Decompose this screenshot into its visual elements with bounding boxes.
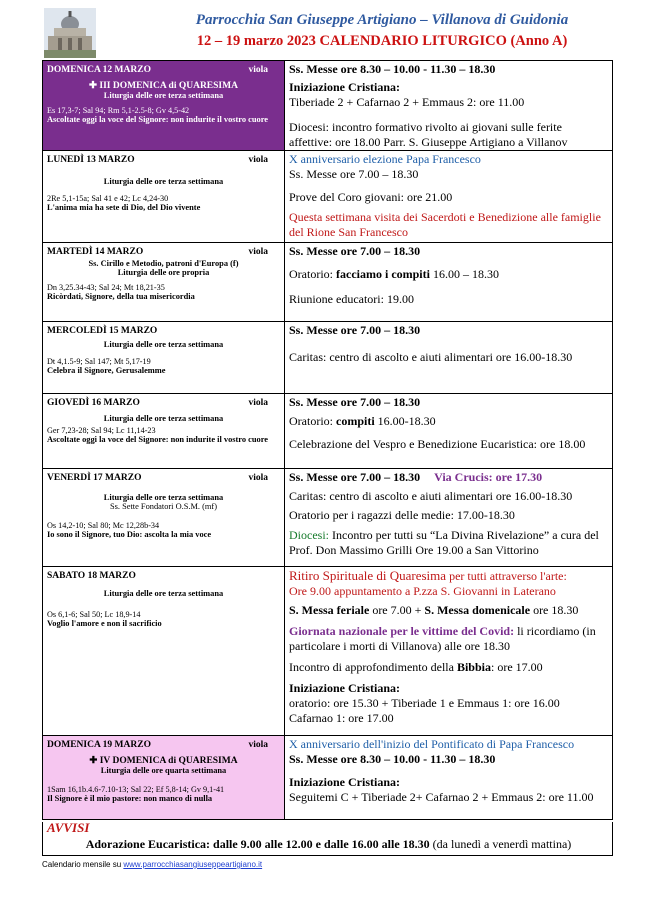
saint-of-day: Ss. Sette Fondatori O.S.M. (mf) [109, 502, 217, 511]
day-label: MERCOLEDÌ 15 MARZO [47, 326, 158, 336]
section-label: Iniziazione Cristiana: [289, 80, 400, 94]
antiphon: Il Signore è il mio pastore: non manco di nulla [47, 794, 213, 803]
day-label: SABATO 18 MARZO [47, 571, 136, 581]
mass-times: Ss. Messe ore 7.00 – 18.30 [289, 323, 421, 337]
event-text: Ss. Messe ore 7.00 – 18.30 [289, 167, 419, 181]
readings: 2Re 5,1-15a; Sal 41 e 42; Lc 4,24-30 [47, 194, 169, 203]
readings: Dt 4,1.5-9; Sal 147; Mt 5,17-19 [47, 357, 151, 366]
events-cell [285, 394, 613, 469]
readings: Os 14,2-10; Sal 80; Mc 12,28b-34 [47, 521, 160, 530]
events-cell [285, 469, 613, 567]
readings: Dn 3,25.34-43; Sal 24; Mt 18,21-35 [47, 283, 165, 292]
day-label: GIOVEDÌ 16 MARZO [47, 398, 140, 408]
event-text: Ore 9.00 appuntamento a P.zza S. Giovanni in Laterano [289, 584, 556, 598]
day-label: VENERDÌ 17 MARZO [47, 473, 142, 483]
event-text: Prove del Coro giovani: ore 21.00 [289, 190, 453, 204]
event-text: Oratorio: compiti 16.00-18.30 [289, 414, 436, 428]
liturgical-color: viola [248, 247, 268, 257]
event-text: Caritas: centro di ascolto e aiuti alimentari ore 16.00-18.30 [289, 489, 573, 503]
liturgy-week: Liturgia delle ore terza settimana [103, 493, 224, 502]
day-cell [43, 736, 285, 820]
liturgy-week: Liturgia delle ore terza settimana [103, 91, 224, 100]
notices-box [42, 822, 613, 856]
sunday-title: ✚ III DOMENICA di QUARESIMA [89, 81, 238, 91]
antiphon: Voglio l'amore e non il sacrificio [47, 619, 162, 628]
section-label: Iniziazione Cristiana: [289, 775, 400, 789]
event-text: S. Messa feriale ore 7.00 + S. Messa domenicale ore 18.30 [289, 603, 579, 617]
table-row [43, 736, 613, 820]
footer-prefix: Calendario mensile su [42, 860, 124, 869]
liturgical-color: viola [248, 155, 268, 165]
event-text: X anniversario elezione Papa Francesco [289, 152, 481, 166]
antiphon: Celebra il Signore, Gerusalemme [47, 366, 166, 375]
antiphon: Ascoltate oggi la voce del Signore: non indurite il vostro cuore [47, 115, 268, 124]
footer [42, 860, 262, 869]
day-label: MARTEDÌ 14 MARZO [47, 247, 144, 257]
readings: Os 6,1-6; Sal 50; Lc 18,9-14 [47, 610, 141, 619]
table-row [43, 61, 613, 151]
table-row [43, 151, 613, 243]
events-cell [285, 61, 613, 151]
day-cell [43, 322, 285, 394]
liturgy-week: Liturgia delle ore propria [117, 268, 210, 277]
event-text: Celebrazione del Vespro e Benedizione Eucaristica: ore 18.00 [289, 437, 586, 451]
liturgical-color: viola [248, 473, 268, 483]
mass-times: Ss. Messe ore 7.00 – 18.30 [289, 395, 421, 409]
table-row [43, 394, 613, 469]
event-text: Seguitemi C + Tiberiade 2+ Cafarnao 2 + Emmaus 2: ore 11.00 [289, 790, 594, 804]
event-text: Diocesi: Incontro per tutti su “La Divina Rivelazione” a cura del Prof. Don Massimo Grilli Ore 19.00 a San Vittorino [289, 528, 599, 557]
events-cell [285, 243, 613, 322]
events-cell [285, 567, 613, 736]
liturgical-color: viola [248, 65, 268, 75]
antiphon: Ascoltate oggi la voce del Signore: non indurite il vostro cuore [47, 435, 268, 444]
page-header [0, 0, 652, 62]
event-text: X anniversario dell'inizio del Pontificato di Papa Francesco [289, 737, 575, 751]
antiphon: Ricòrdati, Signore, della tua misericordia [47, 292, 195, 301]
via-crucis-label: Via Crucis: ore 17.30 [434, 470, 543, 484]
table-row [43, 469, 613, 567]
event-text: Oratorio: facciamo i compiti 16.00 – 18.30 [289, 267, 499, 281]
sunday-title: ✚ IV DOMENICA di QUARESIMA [89, 756, 238, 766]
event-text: Oratorio per i ragazzi delle medie: 17.00-18.30 [289, 508, 515, 522]
table-row [43, 243, 613, 322]
calendar-table [42, 60, 613, 820]
event-text: Ss. Messe ore 7.00 – 18.30 Via Crucis: ore 17.30 [289, 470, 543, 484]
events-cell [285, 322, 613, 394]
event-text: Cafarnao 1: ore 17.00 [289, 711, 394, 725]
liturgical-color: viola [248, 398, 268, 408]
liturgy-week: Liturgia delle ore quarta settimana [100, 766, 227, 775]
antiphon: Io sono il Signore, tuo Dio: ascolta la mia voce [47, 530, 212, 539]
day-cell [43, 61, 285, 151]
parish-title: Parrocchia San Giuseppe Artigiano – Villanova di Guidonia [195, 12, 569, 28]
event-text: Questa settimana visita dei Sacerdoti e Benedizione alle famiglie del Rione San Francesco [289, 210, 601, 239]
saint-of-day: Ss. Cirillo e Metodio, patroni d'Europa (f) [88, 259, 239, 268]
mass-times: Ss. Messe ore 8.30 – 10.00 - 11.30 – 18.30 [289, 752, 496, 766]
table-row [43, 322, 613, 394]
event-text: Giornata nazionale per le vittime del Covid: li ricordiamo (in particolare i morti di Villanova) alle ore 18.30 [289, 624, 596, 653]
event-text: oratorio: ore 15.30 + Tiberiade 1 e Emmaus 1: ore 16.00 [289, 696, 560, 710]
day-cell [43, 394, 285, 469]
event-text: Caritas: centro di ascolto e aiuti alimentari ore 16.00-18.30 [289, 350, 573, 364]
event-text: Riunione educatori: 19.00 [289, 292, 414, 306]
events-cell [285, 736, 613, 820]
liturgy-week: Liturgia delle ore terza settimana [103, 177, 224, 186]
liturgical-color: viola [248, 740, 268, 750]
day-label: LUNEDÌ 13 MARZO [47, 155, 135, 165]
day-cell [43, 567, 285, 736]
website-link[interactable]: www.parrocchiasangiuseppeartigiano.it [123, 860, 263, 869]
section-label: Iniziazione Cristiana: [289, 681, 400, 695]
readings: Ger 7,23-28; Sal 94; Lc 11,14-23 [47, 426, 156, 435]
event-text: Tiberiade 2 + Cafarnao 2 + Emmaus 2: ore 11.00 [289, 95, 525, 109]
day-cell [43, 243, 285, 322]
event-text: Ritiro Spirituale di Quaresima per tutti attraverso l'arte: [289, 568, 567, 583]
calendar-subtitle: 12 – 19 marzo 2023 CALENDARIO LITURGICO (Anno A) [196, 33, 568, 49]
day-label: DOMENICA 12 MARZO [47, 65, 151, 75]
day-cell [43, 151, 285, 243]
antiphon: L'anima mia ha sete di Dio, del Dio vivente [47, 203, 201, 212]
notices-label: AVVISI [47, 820, 90, 835]
day-label: DOMENICA 19 MARZO [47, 740, 151, 750]
day-cell [43, 469, 285, 567]
event-text: Diocesi: incontro formativo rivolto ai giovani sulle ferite affettive: ore 18.00 Parr. S. Giuseppe Artigiano a Villanov [289, 120, 568, 149]
notices-text: Adorazione Eucaristica: dalle 9.00 alle 12.00 e dalle 16.00 alle 18.30 (da lunedì a venerdì mattina) [85, 837, 572, 851]
event-text: Incontro di approfondimento della Bibbia: ore 17.00 [289, 660, 543, 674]
liturgy-week: Liturgia delle ore terza settimana [103, 340, 224, 349]
mass-times: Ss. Messe ore 8.30 – 10.00 - 11.30 – 18.30 [289, 62, 496, 76]
readings: 1Sam 16,1b.4.6-7.10-13; Sal 22; Ef 5,8-14; Gv 9,1-41 [47, 785, 225, 794]
readings: Es 17,3-7; Sal 94; Rm 5,1-2.5-8; Gv 4,5-42 [47, 106, 190, 115]
liturgy-week: Liturgia delle ore terza settimana [103, 414, 224, 423]
table-row [43, 567, 613, 736]
mass-times: Ss. Messe ore 7.00 – 18.30 [289, 244, 421, 258]
liturgy-week: Liturgia delle ore terza settimana [103, 589, 224, 598]
events-cell [285, 151, 613, 243]
